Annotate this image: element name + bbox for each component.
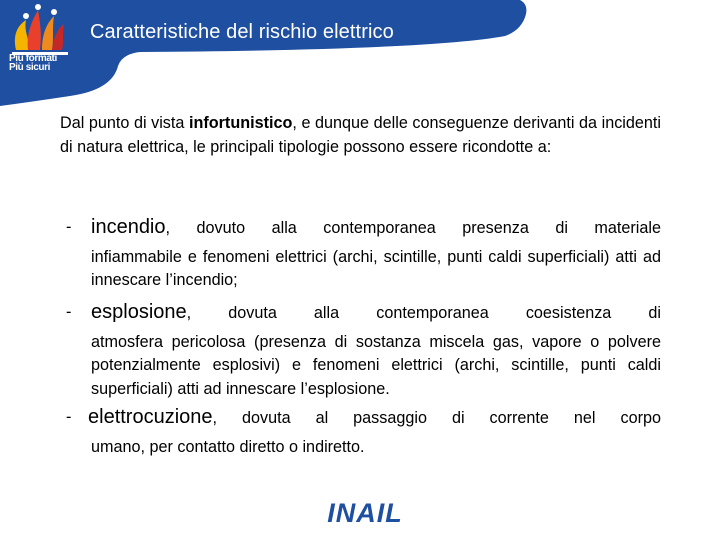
list-item-rest: umano, per contatto diretto o indiretto. [91,437,365,456]
intro-text-after: , e dunque delle conseguenze derivanti da incidenti di natura elettrica, le principali tipologie possono essere ricondotte a: [60,114,661,156]
list-item-first-rest: , dovuto alla contemporanea presenza di materiale [165,219,661,237]
inail-logo-text: INAIL [327,498,403,528]
list-item-first-line [91,216,661,241]
brand-logo-text [9,54,57,72]
stylized-figures-logo-icon [8,2,78,58]
header-band [0,0,720,110]
inail-logo-icon [316,496,414,528]
list-item-rest: atmosfera pericolosa (presenza di sostanza miscela gas, vapore o polvere potenzialmente esplosivi) e fenomeni elettrici (archi, scintille, punti caldi superficiali) atti ad innescare l’esplosione. [91,332,661,398]
intro-emphasis: infortunistico [188,114,293,132]
list-item-body [91,301,661,401]
list-item-first-rest: , dovuta alla contemporanea coesistenza di [186,304,661,322]
list-item-rest: infiammabile e fenomeni elettrici (archi, scintille, punti caldi superficiali) atti ad innescare l’incendio; [91,247,661,289]
list-dash: - [66,408,72,426]
list-dash: - [66,303,72,321]
intro-paragraph [60,111,661,159]
list-item-first-line [88,406,661,431]
list-item-term: incendio [91,216,166,238]
intro-text-before: Dal punto di vista [60,114,189,132]
list-dash: - [66,218,72,236]
list-item-first-rest: , dovuta al passaggio di corrente nel corpo [212,409,661,427]
logo-line-1: Più formati [9,53,57,64]
list-item-term: elettrocuzione [88,406,213,428]
logo-line-2: Più sicuri [9,62,51,73]
header-band-shape [0,0,720,110]
page-title: Caratteristiche del rischio elettrico [90,21,394,43]
inail-logo [316,496,414,528]
list-item-first-line [91,301,661,326]
list-item-body [91,216,661,293]
list-item-term: esplosione [91,301,187,323]
list-item-body [88,406,661,459]
